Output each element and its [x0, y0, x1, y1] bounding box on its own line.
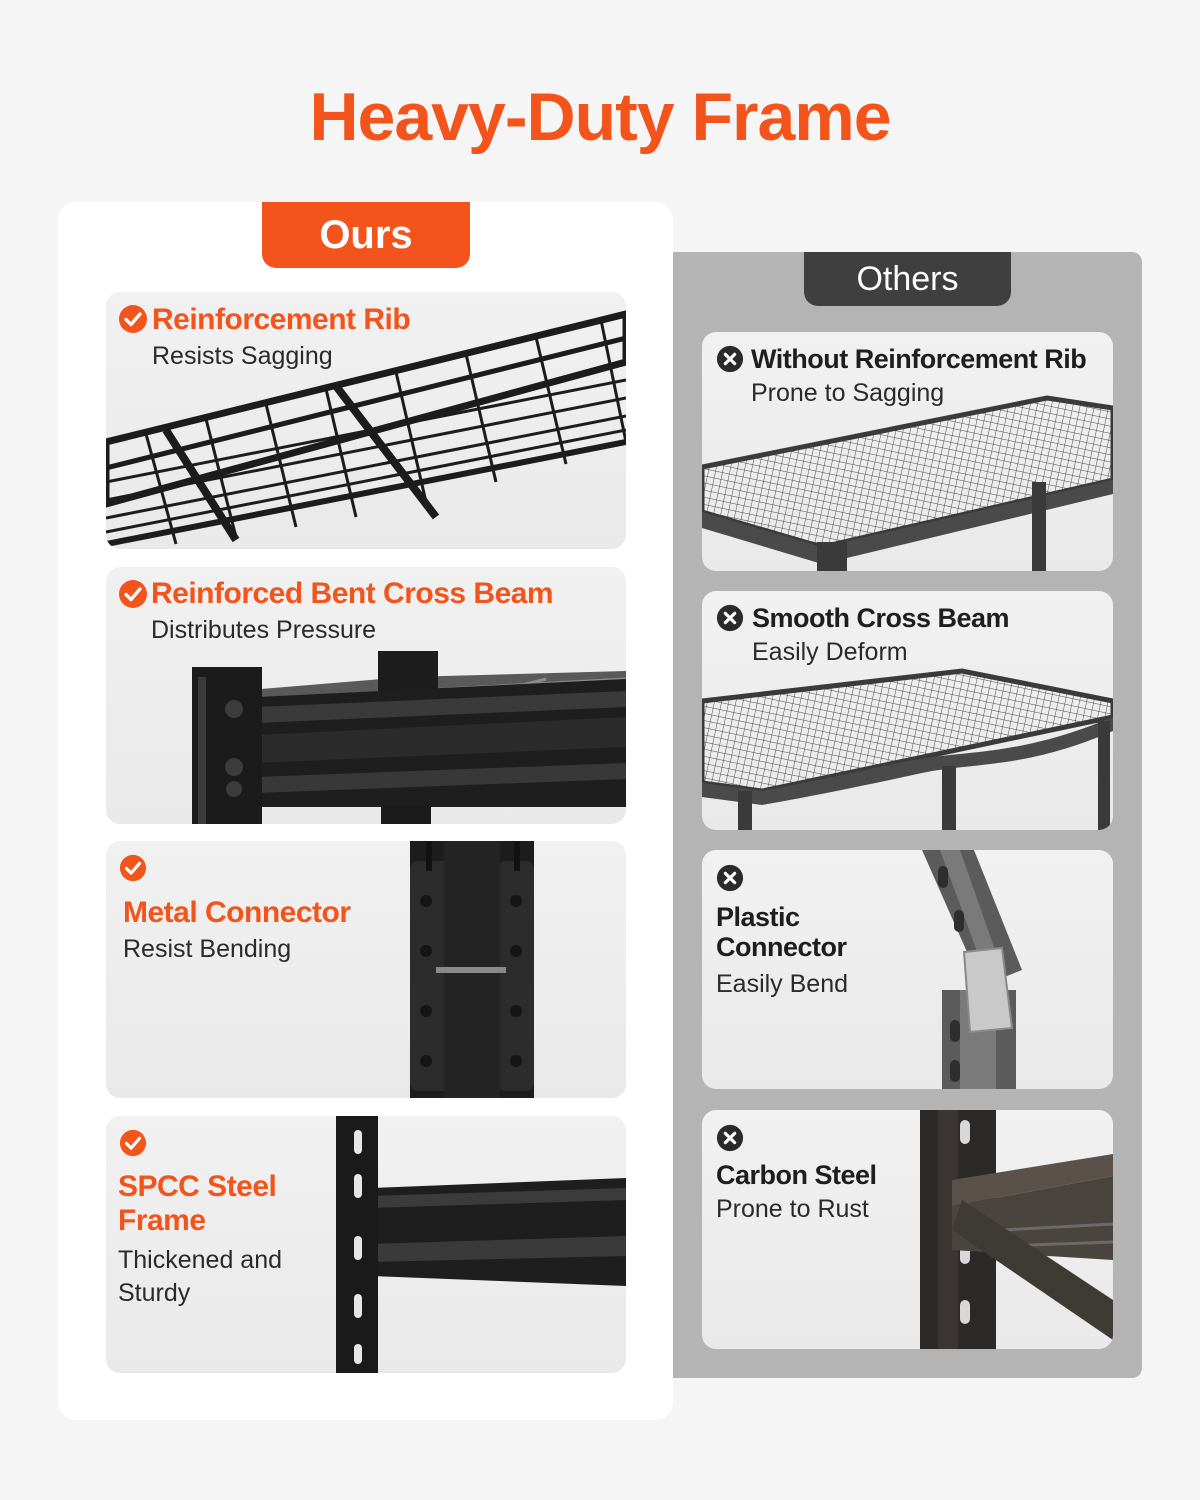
ours-card-metal-connector	[106, 841, 626, 1098]
ours-subtext: Resist Bending	[123, 935, 292, 963]
ours-heading	[118, 1170, 276, 1237]
others-card-smooth-cross-beam	[702, 591, 1113, 830]
metal-connector-image	[106, 841, 626, 1098]
others-card-without-rib	[702, 332, 1113, 571]
ours-tab: Ours	[262, 202, 470, 268]
ours-heading-line: Frame	[118, 1203, 206, 1237]
others-heading: Smooth Cross Beam	[752, 603, 1010, 633]
ours-heading: Metal Connector	[123, 896, 351, 929]
others-tab: Others	[804, 252, 1011, 306]
others-card-carbon-steel	[702, 1110, 1113, 1349]
rusted-frame-image	[702, 1110, 1113, 1349]
others-subtext: Prone to Sagging	[751, 379, 945, 407]
others-subtext: Easily Deform	[752, 638, 908, 666]
x-circle-icon	[716, 604, 744, 632]
check-circle-icon	[119, 854, 147, 882]
ours-subtext	[118, 1244, 282, 1309]
others-card-plastic-connector	[702, 850, 1113, 1089]
ours-card-spcc-steel-frame	[106, 1116, 626, 1373]
ours-card-reinforcement-rib	[106, 292, 626, 549]
ours-subtext-line: Sturdy	[118, 1278, 191, 1307]
ours-subtext: Distributes Pressure	[151, 616, 377, 644]
others-heading: Without Reinforcement Rib	[751, 344, 1087, 374]
others-subtext: Easily Bend	[716, 970, 849, 998]
ours-subtext-line: Thickened and	[118, 1246, 283, 1274]
check-circle-icon	[119, 1129, 147, 1157]
check-circle-icon	[118, 579, 148, 609]
ours-card-bent-cross-beam	[106, 567, 626, 824]
others-heading-line: Plastic	[716, 902, 800, 932]
check-circle-icon	[118, 304, 148, 334]
page-title: Heavy-Duty Frame	[309, 79, 891, 155]
ours-heading: Reinforcement Rib	[152, 303, 411, 336]
ours-heading-line: SPCC Steel	[118, 1170, 277, 1203]
x-circle-icon	[716, 864, 744, 892]
others-heading-line: Connector	[716, 932, 847, 963]
others-heading	[716, 902, 847, 962]
others-heading: Carbon Steel	[716, 1160, 877, 1190]
ours-subtext: Resists Sagging	[152, 342, 333, 370]
x-circle-icon	[716, 345, 744, 373]
ours-heading: Reinforced Bent Cross Beam	[151, 577, 554, 610]
others-subtext: Prone to Rust	[716, 1195, 869, 1223]
x-circle-icon	[716, 1124, 744, 1152]
